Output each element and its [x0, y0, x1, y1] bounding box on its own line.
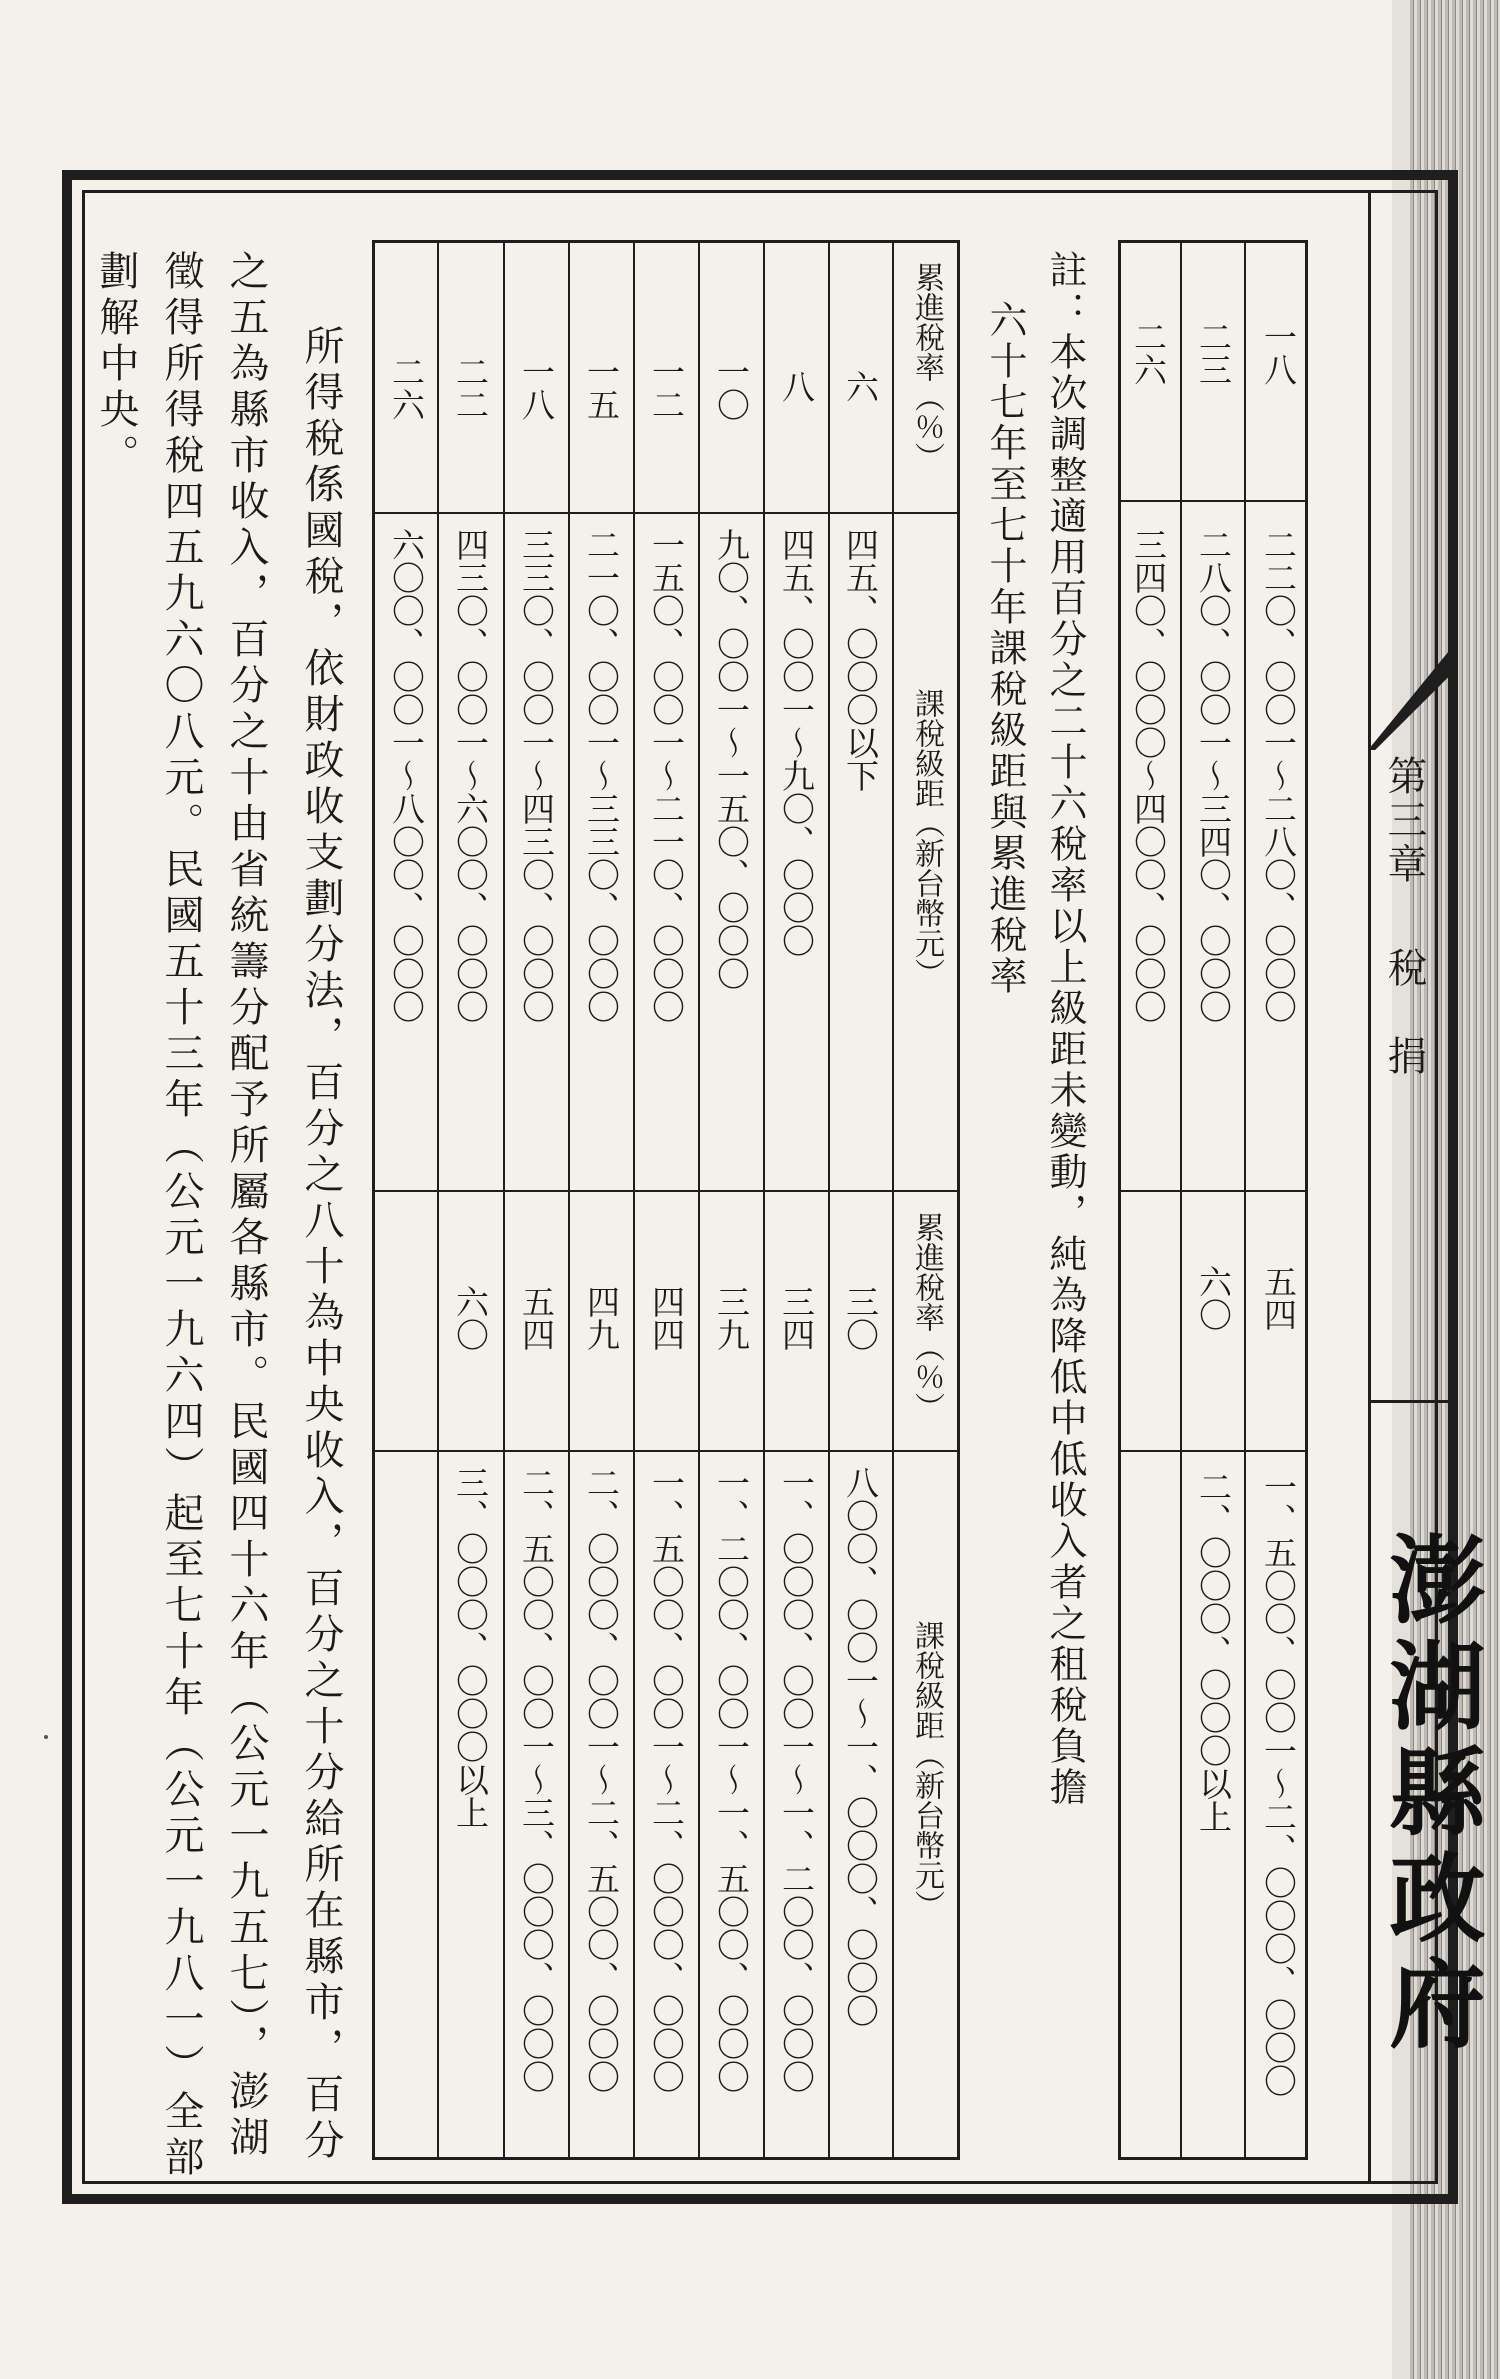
table2-cell: 三〇 [841, 1285, 880, 1351]
chapter-title: 稅 捐 [1381, 947, 1427, 1079]
table2-cell: 一二 [647, 355, 686, 421]
page-mark [44, 1735, 48, 1739]
table2-divider [372, 1450, 960, 1452]
table2-cell: 一五〇、〇〇一～二一〇、〇〇〇 [647, 528, 686, 1023]
paragraph-line: 所得稅係國稅，依財政收支劃分法，百分之八十為中央收入，百分之十分給所在縣市，百分 [298, 325, 344, 2165]
table2-cell: 一八 [517, 355, 556, 421]
paragraph-line: 之五為縣市收入，百分之十由省統籌分配予所屬各縣市。民國四十六年（公元一九五七），澎湖 [223, 250, 269, 2162]
header-marker-bottom [1368, 1400, 1458, 1463]
table2-cell: 八〇〇、〇〇一～一、〇〇〇、〇〇〇 [841, 1466, 880, 2027]
table2-header: 課稅級距（新台幣元） [909, 688, 944, 988]
paragraph-line: 劃解中央。 [93, 250, 139, 480]
table1-cell: 二二〇、〇〇一～二八〇、〇〇〇 [1259, 528, 1298, 1023]
table2-divider [633, 240, 635, 2160]
table1-divider [1118, 500, 1308, 502]
table2-divider [568, 240, 570, 2160]
table2-cell: 四九 [582, 1285, 621, 1351]
table1-cell: 五四 [1259, 1265, 1298, 1331]
table-caption: 六十七年至七十年課稅級距與累進稅率 [983, 300, 1027, 997]
table2-cell: 四三〇、〇〇一～六〇〇、〇〇〇 [451, 528, 490, 1023]
table1-divider [1118, 1450, 1308, 1452]
table2-divider [372, 512, 960, 514]
table1-cell: 二六 [1129, 320, 1168, 386]
table1-cell: 三四〇、〇〇〇～四〇〇、〇〇〇 [1129, 528, 1168, 1023]
table2-header: 累進稅率（％） [909, 1212, 944, 1422]
table1-divider [1180, 240, 1182, 2160]
table1-cell: 二八〇、〇〇一～三四〇、〇〇〇 [1194, 528, 1233, 1023]
table2-divider [892, 240, 894, 2160]
table2-cell: 六〇〇、〇〇一～八〇〇、〇〇〇 [387, 528, 426, 1023]
table2-cell: 一〇 [712, 355, 751, 421]
table2-cell: 三四 [777, 1285, 816, 1351]
header-column-separator [1368, 190, 1371, 2184]
table2-divider [437, 240, 439, 2160]
table2-divider [372, 1190, 960, 1192]
table1-divider [1244, 240, 1246, 2160]
table2-cell: 四四 [647, 1285, 686, 1351]
table2-cell: 五四 [517, 1285, 556, 1351]
table2-cell: 二六 [387, 355, 426, 421]
table2-cell: 一五 [582, 355, 621, 421]
table2-divider [828, 240, 830, 2160]
table2-cell: 一、〇〇〇、〇〇一～一、二〇〇、〇〇〇 [777, 1466, 816, 2093]
table1-cell: 一、五〇〇、〇〇一～二、〇〇〇、〇〇〇 [1259, 1470, 1298, 2097]
publisher-name: 澎湖縣政府 [1374, 1530, 1487, 2060]
table2-cell: 一、二〇〇、〇〇一～一、五〇〇、〇〇〇 [712, 1466, 751, 2093]
table2-cell: 九〇、〇〇一～一五〇、〇〇〇 [712, 528, 751, 990]
table2-cell: 二一〇、〇〇一～三三〇、〇〇〇 [582, 528, 621, 1023]
table2-cell: 二二 [451, 355, 490, 421]
table-note: 註：本次調整適用百分之二十六稅率以上級距未變動，純為降低中低收入者之租稅負擔 [1043, 250, 1087, 1808]
table2-cell: 四五、〇〇〇以下 [841, 528, 880, 792]
table2-cell: 四五、〇〇一～九〇、〇〇〇 [777, 528, 816, 957]
table1-cell: 六〇 [1194, 1265, 1233, 1331]
table2-cell: 八 [777, 370, 816, 403]
table1-cell: 一八 [1259, 320, 1298, 386]
table2-cell: 六 [841, 370, 880, 403]
chapter-number: 第三章 [1381, 755, 1427, 887]
table2-divider [698, 240, 700, 2160]
table2-divider [503, 240, 505, 2160]
table1-divider [1118, 1190, 1308, 1192]
table2-cell: 三三〇、〇〇一～四三〇、〇〇〇 [517, 528, 556, 1023]
running-header [1372, 755, 1432, 1079]
table2-header: 累進稅率（％） [909, 262, 944, 472]
table1-cell: 二三 [1194, 320, 1233, 386]
table2-cell: 三九 [712, 1285, 751, 1351]
table1-cell: 二、〇〇〇、〇〇〇以上 [1194, 1470, 1233, 1833]
table2-header: 課稅級距（新台幣元） [909, 1620, 944, 1920]
table2-cell: 二、〇〇〇、〇〇一～二、五〇〇、〇〇〇 [582, 1466, 621, 2093]
table2-cell: 三、〇〇〇、〇〇〇以上 [451, 1466, 490, 1829]
table2-divider [763, 240, 765, 2160]
table2-cell: 六〇 [451, 1285, 490, 1351]
table2-cell: 一、五〇〇、〇〇一～二、〇〇〇、〇〇〇 [647, 1466, 686, 2093]
paragraph-line: 徵得所得稅四五九六〇八元。民國五十三年（公元一九六四）起至七十年（公元一九八一）全部 [158, 250, 204, 2182]
table2-cell: 二、五〇〇、〇〇一～三、〇〇〇、〇〇〇 [517, 1466, 556, 2093]
